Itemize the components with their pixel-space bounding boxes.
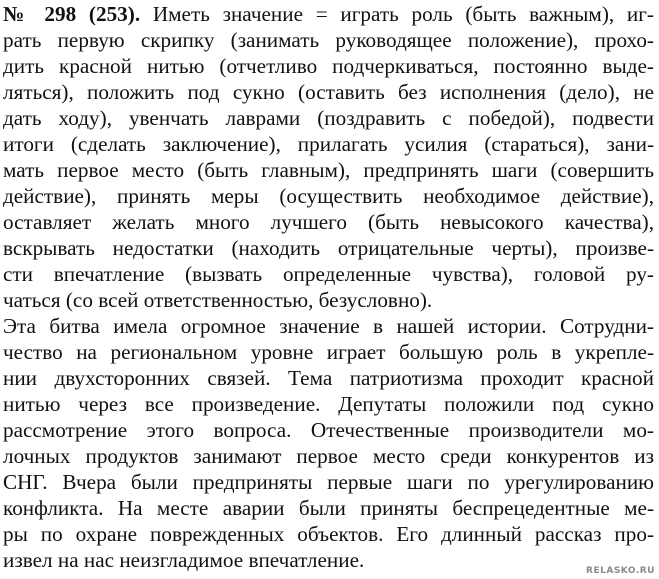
text-line-18: лочных продуктов занимают первое место среди конкурентов из bbox=[3, 444, 654, 468]
text-line-9: оставляет желать много лучшего (быть невысокого качества), bbox=[3, 210, 654, 234]
text-line-11: сти впечатление (вызвать определенные чувства), головой ру- bbox=[3, 262, 654, 286]
text-line-1 bbox=[3, 1, 654, 27]
exercise-number: № 298 (253). bbox=[3, 2, 141, 26]
text-line-22: извел на нас неизгладимое впечатление. bbox=[3, 548, 365, 572]
text-line-3: дить красной нитью (отчетливо подчеркиваться, постоянно выде- bbox=[3, 54, 654, 78]
text-line-1-content: Иметь значение = играть роль (быть важным), иг- bbox=[140, 2, 654, 26]
text-line-10: вскрывать недостатки (находить отрицательные черты), произве- bbox=[3, 236, 654, 260]
text-line-14: чество на региональном уровне играет большую роль в укрепле- bbox=[3, 340, 654, 364]
watermark: RELASKO.RU bbox=[586, 566, 655, 576]
text-line-6: итоги (сделать заключение), прилагать усилия (стараться), зани- bbox=[3, 132, 654, 156]
text-line-17: рассмотрение этого вопроса. Отечественные производители мо- bbox=[3, 418, 654, 442]
text-line-12: чаться (со всей ответственностью, безусловно). bbox=[3, 288, 433, 312]
text-line-16: нитью через все произведение. Депутаты положили под сукно bbox=[3, 392, 654, 416]
text-line-8: действие), принять меры (осуществить необходимое действие), bbox=[3, 184, 654, 208]
text-line-4: ляться), положить под сукно (оставить без исполнения (дело), не bbox=[3, 80, 654, 104]
text-line-5: дать ходу), увенчать лаврами (поздравить с победой), подвести bbox=[3, 106, 654, 130]
text-line-7: мать первое место (быть главным), предпринять шаги (совершить bbox=[3, 158, 654, 182]
text-line-19: СНГ. Вчера были предприняты первые шаги по урегулированию bbox=[3, 470, 654, 494]
text-line-2: рать первую скрипку (занимать руководящее положение), прохо- bbox=[3, 28, 654, 52]
text-line-13: Эта битва имела огромное значение в нашей истории. Сотрудни- bbox=[3, 314, 654, 338]
text-line-15: нии двухсторонних связей. Тема патриотизма проходит красной bbox=[3, 366, 654, 390]
text-line-21: ры по охране поврежденных объектов. Его длинный рассказ про- bbox=[3, 522, 654, 546]
text-line-20: конфликта. На месте аварии были приняты беспрецедентные ме- bbox=[3, 496, 654, 520]
